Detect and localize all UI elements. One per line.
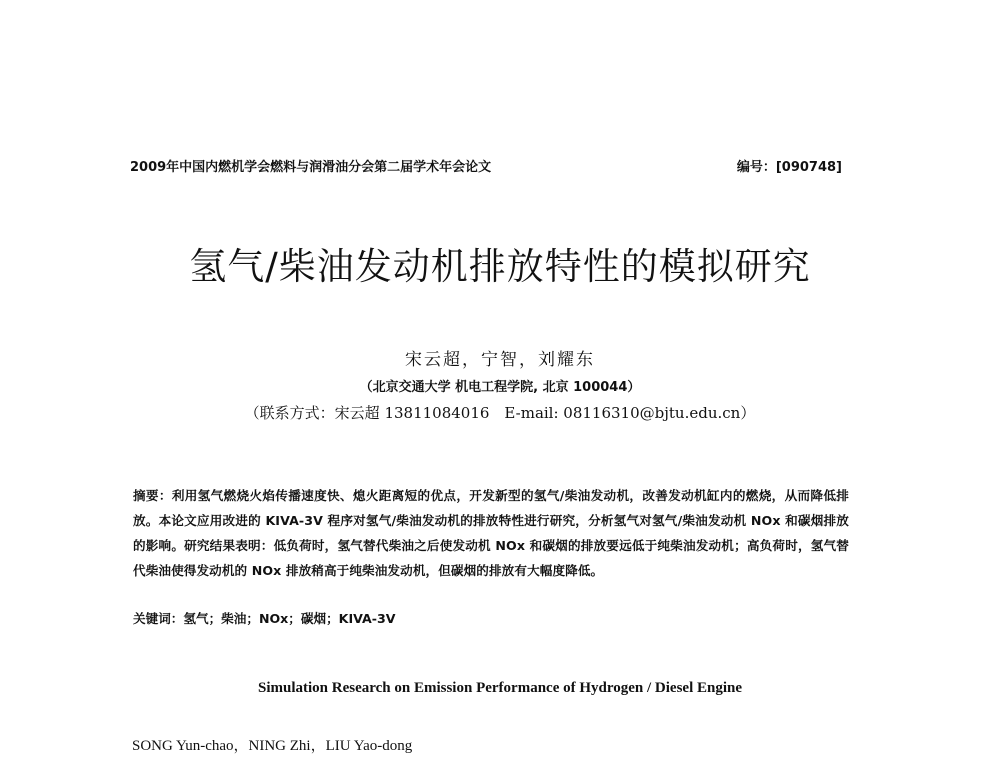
paper-title: 氢气/柴油发动机排放特性的模拟研究: [189, 245, 811, 288]
contact-info: （联系方式：宋云超 13811084016 E-mail: 08116310@bjtu.edu.cn）: [244, 404, 756, 422]
keywords-label: 关键词：: [133, 611, 184, 626]
abstract-label: 摘要：: [133, 488, 172, 503]
keywords: [133, 608, 396, 627]
english-authors: SONG Yun-chao，NING Zhi，LIU Yao-dong: [132, 738, 413, 754]
authors: 宋云超，宁智，刘耀东: [405, 350, 595, 370]
paper-number: 编号：[090748]: [736, 160, 842, 175]
abstract: [133, 483, 849, 583]
affiliation: （北京交通大学 机电工程学院, 北京 100044）: [359, 380, 641, 395]
keywords-text: 氢气；柴油；NOx；碳烟；KIVA-3V: [183, 611, 396, 626]
conference-name: 2009年中国内燃机学会燃料与润滑油分会第二届学术年会论文: [130, 160, 492, 175]
abstract-text: 利用氢气燃烧火焰传播速度快、熄火距离短的优点，开发新型的氢气/柴油发动机，改善发动机缸内的燃烧，从而降低排放。本论文应用改进的 KIVA-3V 程序对氢气/柴油发动机的排放特性进行研究，分析氢气对氢气/柴油发动机 NOx 和碳烟排放的影响。研究结果表明：低负荷时，氢气替代柴油之后使发动机 NOx 和碳烟的排放要远低于纯柴油发动机；高负荷时，氢气替代柴油使得发动机的 NOx 排放稍高于纯柴油发动机，但碳烟的排放有大幅度降低。: [133, 488, 849, 578]
page-header: [130, 156, 842, 176]
english-title: Simulation Research on Emission Performance of Hydrogen / Diesel Engine: [257, 680, 742, 696]
